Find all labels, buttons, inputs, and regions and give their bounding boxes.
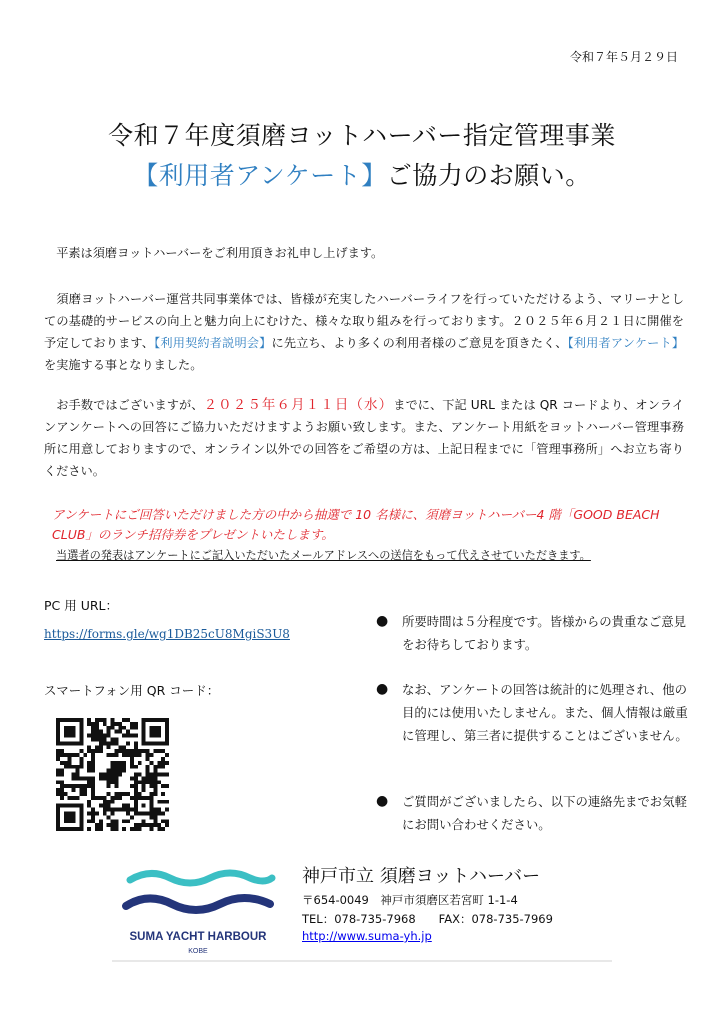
prize-notice: アンケートにご回答いただけました方の中から抽選で 10 名様に、須磨ヨットハーバー4 階「GOOD BEACH CLUB」のランチ招待券をプレゼントいたします。 (52, 507, 660, 542)
logo-subtext: KOBE (188, 948, 208, 955)
title-rest: ご協力のお願い。 (386, 161, 591, 190)
harbour-logo (118, 866, 278, 958)
survey-url-link[interactable]: https://forms.gle/wg1DB25cU8MgiS3U8 (44, 627, 290, 641)
survey-highlight: 【利用者アンケート】 (567, 336, 685, 350)
winner-announcement-note: 当選者の発表はアンケートにご記入いただいたメールアドレスへの送信をもって代えさせていただきます。 (56, 549, 591, 562)
bullet-icon: ● (376, 613, 389, 629)
page-title: 令和７年度須磨ヨットハーバー指定管理事業 (108, 121, 616, 150)
greeting-paragraph: 平素は須磨ヨットハーバーをご利用頂きお礼申し上げます。 (56, 246, 384, 260)
bullet-icon: ● (376, 793, 389, 809)
organization-phone-fax: TEL：078-735-7968 FAX：078-735-7969 (302, 912, 553, 926)
briefing-highlight: 【利用契約者説明会】 (154, 336, 272, 350)
qr-code[interactable] (56, 718, 169, 831)
deadline-date: ２０２５年６月１１日（水） (203, 397, 394, 413)
request-paragraph: お手数ではございますが、２０２５年６月１１日（水）までに、下記 URL または QR コードより、オンラインアンケートへの回答にご協力いただけますようお願い致します。また、アンケート用紙をヨットハーバー管理事務所に用意しておりますので、オンライン以外での回答をご希望の方は、上記日程までに「管理事務所」へお立ち寄りください。 (44, 397, 685, 478)
intro-paragraph: 須磨ヨットハーバー運営共同事業体では、皆様が充実したハーバーライフを行っていただけるよう、マリーナとしての基礎的サービスの向上と魅力向上にむけた、様々な取り組みを行っております。２０２５年６月２１日に開催を予定しております、【利用契約者説明会】に先立ち、より多くの利用者様のご意見を頂きたく、【利用者アンケート】を実施する事となりました。 (44, 292, 685, 372)
document-date: 令和７年５月２９日 (569, 50, 678, 64)
organization-address: 〒654-0049 神戸市須磨区若宮町 1-1-4 (302, 893, 518, 907)
organization-name: 神戸市立 須磨ヨットハーバー (302, 866, 541, 887)
organization-website-link[interactable]: http://www.suma-yh.jp (302, 929, 432, 943)
bullet-icon: ● (376, 681, 389, 697)
page-subtitle (0, 156, 724, 192)
title-highlight: 【利用者アンケート】 (133, 161, 387, 190)
footer-divider (112, 960, 612, 962)
qr-code-label: スマートフォン用 QR コード： (44, 683, 220, 698)
logo-text: SUMA YACHT HARBOUR (129, 931, 267, 943)
pc-url-label: PC 用 URL： (44, 598, 119, 613)
